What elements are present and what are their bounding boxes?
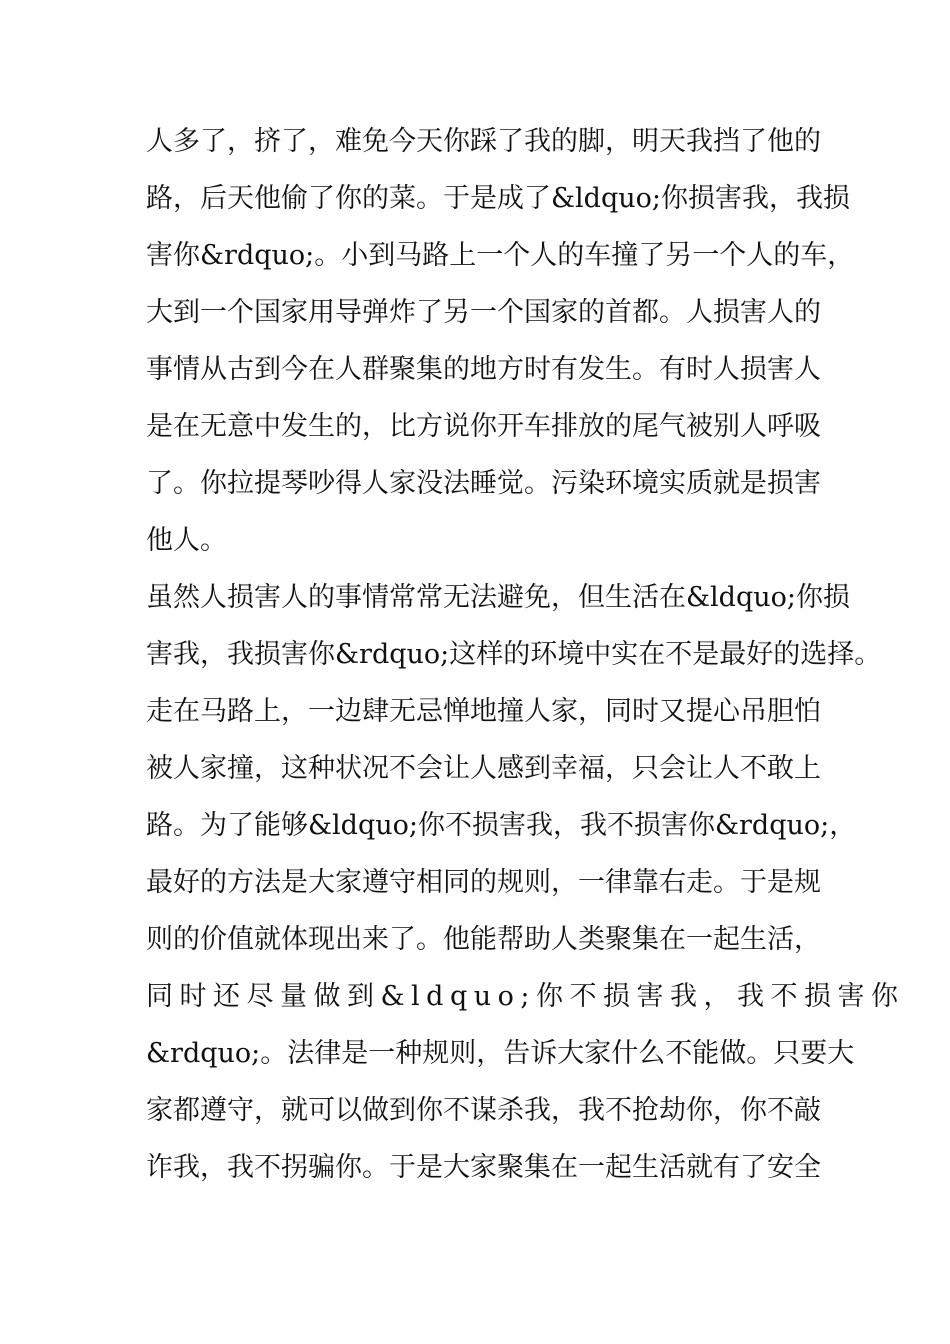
text-line: 他人。	[146, 525, 227, 556]
text-line: 害我，我损害你&rdquo;这样的环境中实在不是最好的选择。	[146, 639, 882, 670]
text-line: 人多了，挤了，难免今天你踩了我的脚，明天我挡了他的	[146, 126, 821, 157]
text-line: 路，后天他偷了你的菜。于是成了&ldquo;你损害我，我损	[146, 183, 850, 214]
text-line: &rdquo;。法律是一种规则，告诉大家什么不能做。只要大	[146, 1038, 855, 1069]
text-line: 走在马路上，一边肆无忌惮地撞人家，同时又提心吊胆怕	[146, 696, 821, 727]
text-line: 了。你拉提琴吵得人家没法睡觉。污染环境实质就是损害	[146, 468, 821, 499]
text-line: 则的价值就体现出来了。他能帮助人类聚集在一起生活，	[146, 924, 821, 955]
text-line: 是在无意中发生的，比方说你开车排放的尾气被别人呼吸	[146, 411, 821, 442]
text-line: 害你&rdquo;。小到马路上一个人的车撞了另一个人的车，	[146, 240, 855, 271]
text-line: 同时还尽量做到&ldquo;你不损害我，我不损害你	[146, 981, 905, 1012]
text-line: 路。为了能够&ldquo;你不损害我，我不损害你&rdquo;，	[146, 810, 857, 841]
text-line: 家都遵守，就可以做到你不谋杀我，我不抢劫你，你不敲	[146, 1095, 821, 1126]
text-line: 大到一个国家用导弹炸了另一个国家的首都。人损害人的	[146, 297, 821, 328]
text-line: 被人家撞，这种状况不会让人感到幸福，只会让人不敢上	[146, 753, 821, 784]
text-line: 事情从古到今在人群聚集的地方时有发生。有时人损害人	[146, 354, 821, 385]
text-line: 诈我，我不拐骗你。于是大家聚集在一起生活就有了安全	[146, 1152, 821, 1183]
text-line: 虽然人损害人的事情常常无法避免，但生活在&ldquo;你损	[146, 582, 850, 613]
text-line: 最好的方法是大家遵守相同的规则，一律靠右走。于是规	[146, 867, 821, 898]
